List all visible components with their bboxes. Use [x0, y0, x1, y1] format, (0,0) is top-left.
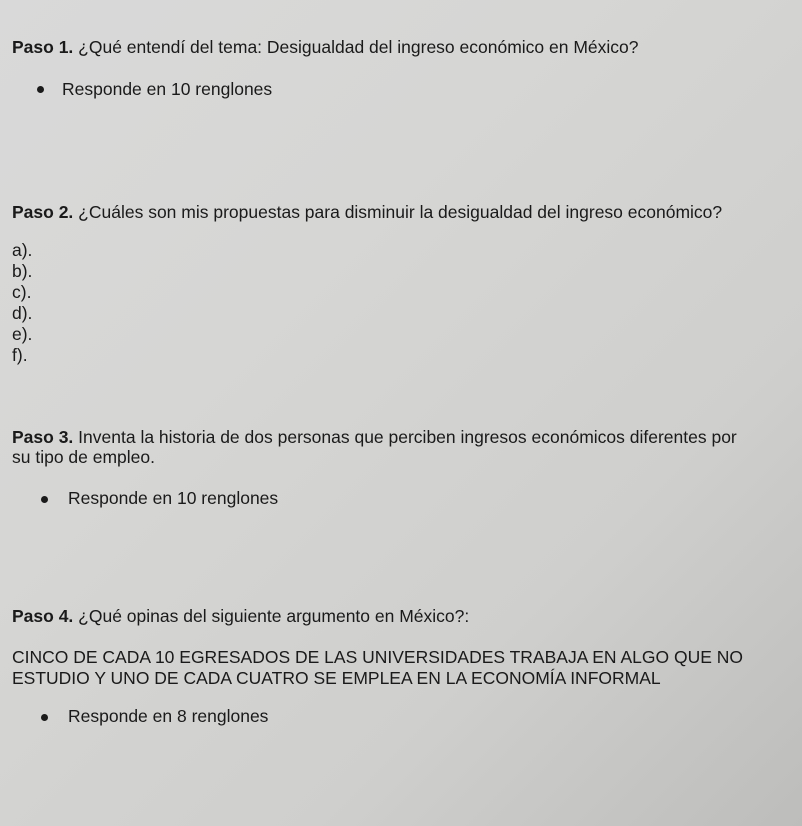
- paso3-label: Paso 3.: [12, 427, 74, 447]
- paso4-heading: [12, 605, 469, 627]
- paso1-heading: [12, 36, 639, 58]
- paso2-option-c: c).: [12, 282, 32, 302]
- paso2-option-f: f).: [12, 345, 28, 365]
- paso4-argument-line1: CINCO DE CADA 10 EGRESADOS DE LAS UNIVERSIDADES TRABAJA EN ALGO QUE NO: [12, 647, 743, 667]
- paso3-question-line2: su tipo de empleo.: [12, 447, 156, 467]
- paso2-option-d: d).: [12, 303, 33, 323]
- paso4-bullet: [41, 714, 48, 721]
- paso4-question: ¿Qué opinas del siguiente argumento en México?:: [78, 606, 470, 626]
- paso2-option-a: a).: [12, 240, 33, 260]
- paso1-question: ¿Qué entendí del tema: Desigualdad del ingreso económico en México?: [78, 37, 639, 57]
- paso3-question-line1: Inventa la historia de dos personas que perciben ingresos económicos diferentes por: [78, 427, 737, 447]
- paso2-heading: [12, 201, 722, 223]
- paso1-bullet: [37, 86, 44, 93]
- paso1-instruction: Responde en 10 renglones: [62, 79, 273, 99]
- paso1-label: Paso 1.: [12, 37, 74, 57]
- paso2-label: Paso 2.: [12, 202, 74, 222]
- paso2-option-e: e).: [12, 324, 33, 344]
- paso4-label: Paso 4.: [12, 606, 74, 626]
- paso4-instruction: Responde en 8 renglones: [68, 706, 269, 726]
- paso4-argument-line2: ESTUDIO Y UNO DE CADA CUATRO SE EMPLEA EN LA ECONOMÍA INFORMAL: [12, 668, 661, 688]
- paso3-heading: [12, 426, 737, 448]
- paso3-instruction: Responde en 10 renglones: [68, 488, 279, 508]
- paso2-option-b: b).: [12, 261, 33, 281]
- paso3-bullet: [41, 496, 48, 503]
- paso2-question: ¿Cuáles son mis propuestas para disminuir la desigualdad del ingreso económico?: [78, 202, 723, 222]
